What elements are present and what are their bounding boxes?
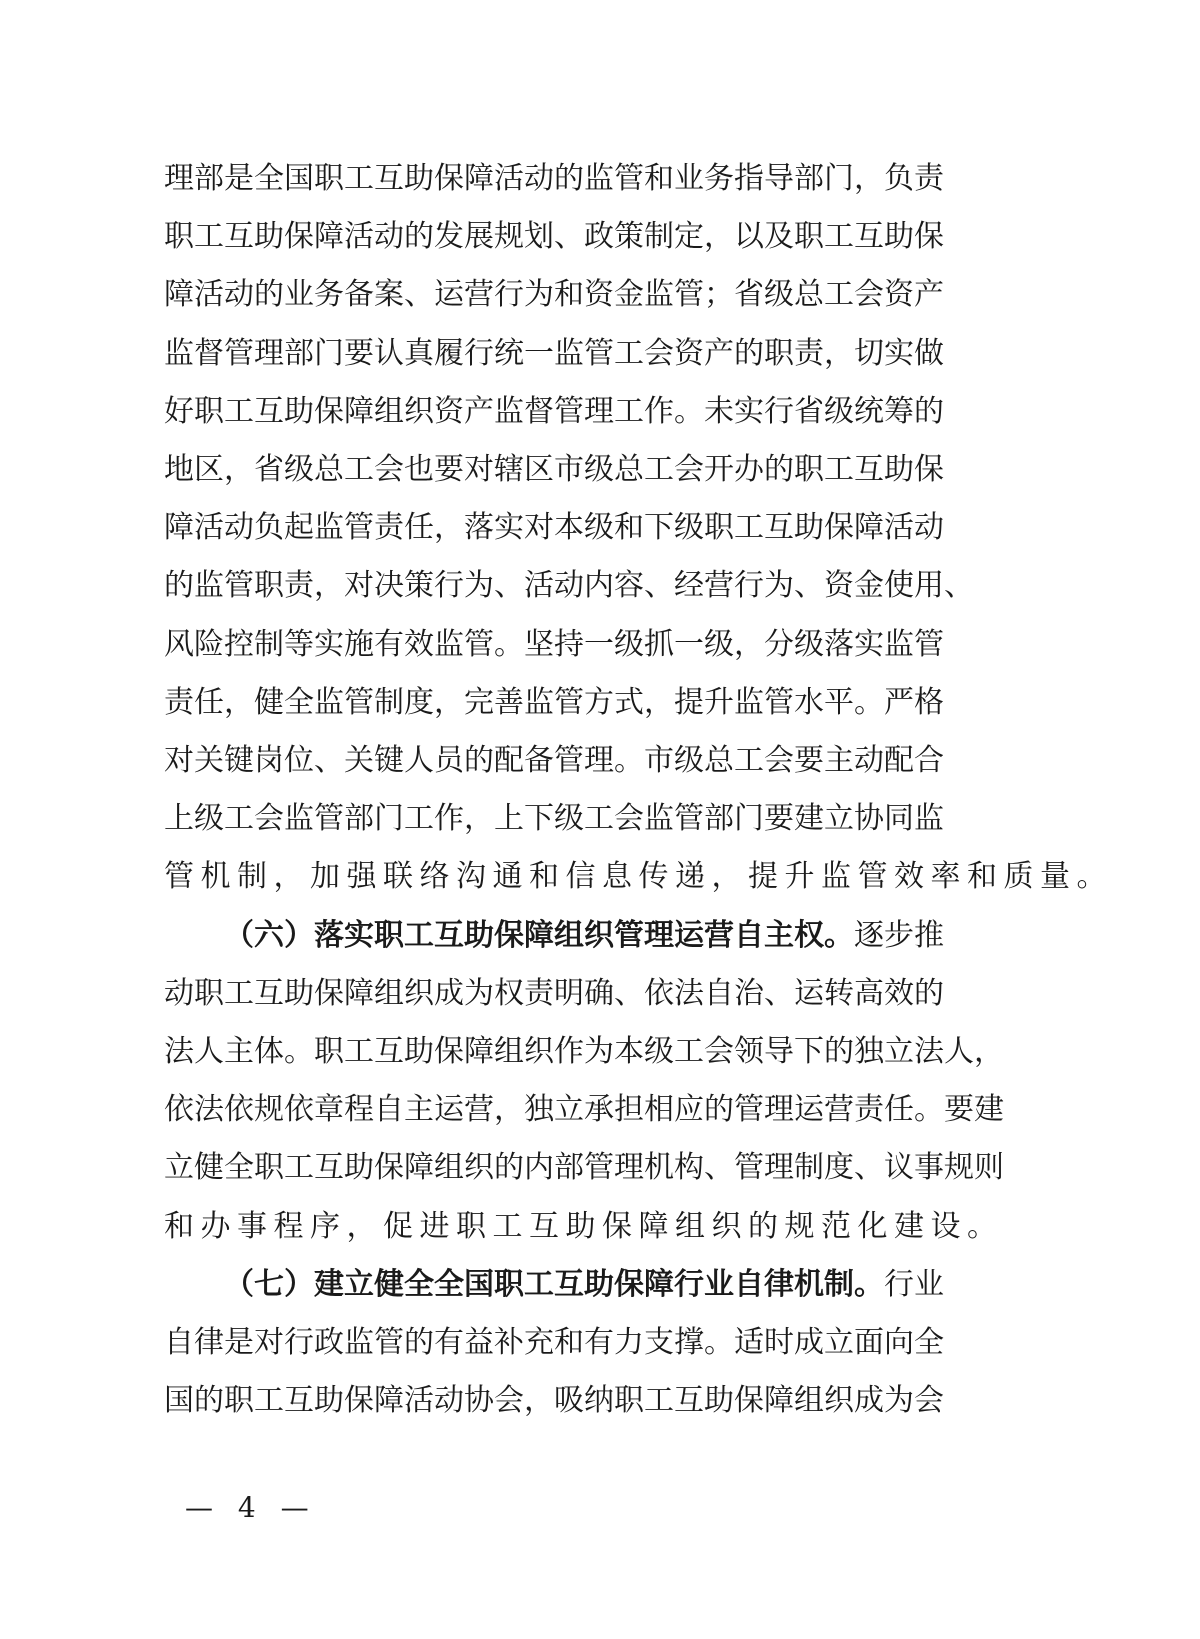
text-line [164,797,1044,841]
section-heading: （六）落实职工互助保障组织管理运营自主权。 [224,917,854,953]
line-text: 法人主体。职工互助保障组织作为本级工会领导下的独立法人， [164,1034,1004,1069]
line-text: 管机制，加强联络沟通和信息传递，提升监管效率和质量。 [164,859,1113,895]
line-text: 上级工会监管部门工作，上下级工会监管部门要建立协同监 [164,801,944,837]
line-text: 国的职工互助保障活动协会，吸纳职工互助保障组织成为会 [164,1383,944,1419]
text-line [164,506,1044,550]
text-line [164,157,1044,201]
text-line [224,1263,1044,1307]
text-line [224,914,1044,958]
line-text: 障活动负起监管责任，落实对本级和下级职工互助保障活动 [164,510,944,546]
line-text: 动职工互助保障组织成为权责明确、依法自治、运转高效的 [164,975,944,1011]
line-text: 行业 [884,1266,944,1302]
text-line [164,1146,1044,1190]
line-text: 对关键岗位、关键人员的配备管理。市级总工会要主动配合 [164,743,944,778]
text-line [164,739,1044,783]
line-text: 依法依规依章程自主运营，独立承担相应的管理运营责任。要建 [164,1092,1004,1128]
line-text: 的监管职责，对决策行为、活动内容、经营行为、资金使用、 [164,568,974,604]
line-text: 和办事程序，促进职工互助保障组织的规范化建设。 [164,1208,1004,1244]
text-line [164,273,1044,317]
line-text: 障活动的业务备案、运营行为和资金监管；省级总工会资产 [164,277,944,313]
text-line [164,1088,1044,1132]
text-line [164,448,1044,492]
text-line [164,1205,1044,1249]
line-text: 好职工互助保障组织资产监督管理工作。未实行省级统筹的 [164,393,944,429]
text-line [164,332,1044,376]
line-text: 风险控制等实施有效监管。坚持一级抓一级，分级落实监管 [164,626,944,662]
line-text: 责任，健全监管制度，完善监管方式，提升监管水平。严格 [164,684,944,720]
text-line [164,1321,1044,1365]
line-text: 职工互助保障活动的发展规划、政策制定，以及职工互助保 [164,219,944,255]
line-text: 地区，省级总工会也要对辖区市级总工会开办的职工互助保 [164,452,944,487]
text-line [164,1030,1044,1074]
page-number: — 4 — [185,1491,317,1524]
text-line [164,623,1044,667]
text-line [164,972,1044,1016]
text-line [164,390,1044,434]
text-line [164,564,1044,608]
line-text: 逐步推 [854,917,944,953]
text-line [164,215,1044,259]
line-text: 监督管理部门要认真履行统一监管工会资产的职责，切实做 [164,335,944,371]
text-line [164,1379,1044,1423]
line-text: 自律是对行政监管的有益补充和有力支撑。适时成立面向全 [164,1325,944,1360]
line-text: 理部是全国职工互助保障活动的监管和业务指导部门，负责 [164,161,944,196]
text-line [164,855,1113,899]
section-heading: （七）建立健全全国职工互助保障行业自律机制。 [224,1266,884,1302]
text-line [164,681,1044,725]
line-text: 立健全职工互助保障组织的内部管理机构、管理制度、议事规则 [164,1150,1004,1186]
